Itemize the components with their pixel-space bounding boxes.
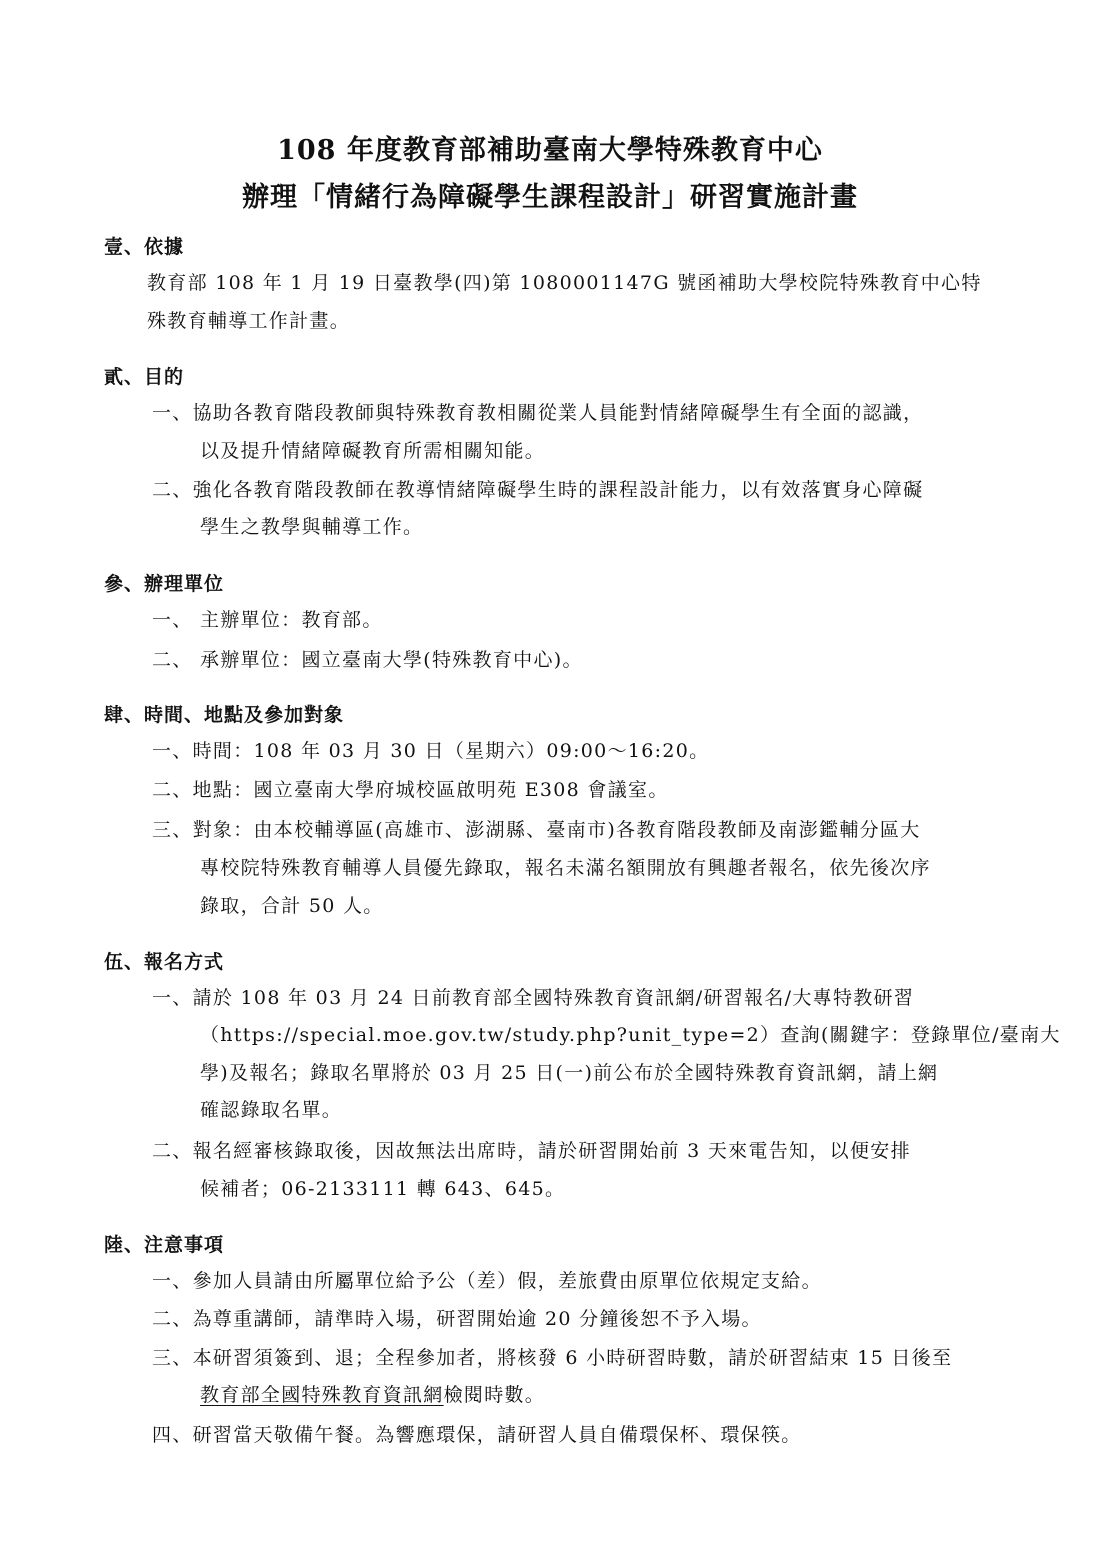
registration-item-1: 一、請於 108 年 03 月 24 日前教育部全國特殊教育資訊網/研習報名/大專特教研習 bbox=[152, 987, 915, 1009]
note-item-4: 四、研習當天敬備午餐。為響應環保，請研習人員自備環保杯、環保筷。 bbox=[152, 1424, 802, 1446]
document-title-line-2: 辦理「情緒行為障礙學生課程設計」研習實施計畫 bbox=[242, 182, 858, 213]
note-item-3-tail: 檢閱時數。 bbox=[443, 1384, 546, 1406]
audience-item-cont-1: 專校院特殊教育輔導人員優先錄取，報名未滿名額開放有興趣者報名，依先後次序 bbox=[200, 857, 931, 879]
document-title-line-1: 108 年度教育部補助臺南大學特殊教育中心 bbox=[277, 135, 823, 166]
section-heading-registration: 伍、報名方式 bbox=[104, 951, 225, 973]
note-item-3: 三、本研習須簽到、退；全程參加者，將核發 6 小時研習時數，請於研習結束 15 日後至 bbox=[152, 1347, 953, 1369]
basis-line-1: 教育部 108 年 1 月 19 日臺教學(四)第 1080001147G 號函補助大學校院特殊教育中心特 bbox=[147, 272, 982, 294]
section-heading-purpose: 貳、目的 bbox=[104, 366, 185, 388]
organizer-item-2: 二、 承辦單位：國立臺南大學(特殊教育中心)。 bbox=[152, 649, 583, 671]
registration-item-2-cont: 候補者；06-2133111 轉 643、645。 bbox=[200, 1178, 566, 1200]
note-item-2: 二、為尊重講師，請準時入場，研習開始逾 20 分鐘後恕不予入場。 bbox=[152, 1308, 762, 1330]
section-heading-basis: 壹、依據 bbox=[104, 236, 185, 258]
registration-item-1-url[interactable]: （https://special.moe.gov.tw/study.php?unit_type=2）查詢(關鍵字：登錄單位/臺南大 bbox=[200, 1024, 1061, 1046]
section-heading-organizers: 參、辦理單位 bbox=[104, 573, 225, 595]
note-item-3-cont bbox=[200, 1380, 545, 1407]
purpose-item-2: 二、強化各教育階段教師在教導情緒障礙學生時的課程設計能力，以有效落實身心障礙 bbox=[152, 479, 924, 501]
registration-item-1-cont-3: 確認錄取名單。 bbox=[200, 1099, 343, 1121]
audience-item-cont-2: 錄取，合計 50 人。 bbox=[200, 895, 384, 917]
section-heading-time-place: 肆、時間、地點及參加對象 bbox=[104, 704, 345, 726]
purpose-item-1-cont: 以及提升情緒障礙教育所需相關知能。 bbox=[200, 440, 546, 462]
audience-item: 三、對象：由本校輔導區(高雄市、澎湖縣、臺南市)各教育階段教師及南澎鑑輔分區大 bbox=[152, 819, 921, 841]
section-heading-notes: 陸、注意事項 bbox=[104, 1234, 225, 1256]
basis-line-2: 殊教育輔導工作計畫。 bbox=[147, 310, 351, 332]
place-item: 二、地點：國立臺南大學府城校區啟明苑 E308 會議室。 bbox=[152, 779, 669, 801]
purpose-item-2-cont: 學生之教學與輔導工作。 bbox=[200, 516, 424, 538]
registration-item-2: 二、報名經審核錄取後，因故無法出席時，請於研習開始前 3 天來電告知，以便安排 bbox=[152, 1140, 911, 1162]
note-item-1: 一、參加人員請由所屬單位給予公（差）假，差旅費由原單位依規定支給。 bbox=[152, 1270, 822, 1292]
registration-item-1-cont-2: 學)及報名；錄取名單將於 03 月 25 日(一)前公布於全國特殊教育資訊網，請上網 bbox=[200, 1062, 939, 1084]
time-item: 一、時間：108 年 03 月 30 日（星期六）09:00～16:20。 bbox=[152, 740, 710, 762]
purpose-item-1: 一、協助各教育階段教師與特殊教育教相關從業人員能對情緒障礙學生有全面的認識， bbox=[152, 402, 924, 424]
special-education-website-link[interactable]: 教育部全國特殊教育資訊網 bbox=[200, 1384, 444, 1406]
organizer-item-1: 一、 主辦單位：教育部。 bbox=[152, 609, 383, 631]
